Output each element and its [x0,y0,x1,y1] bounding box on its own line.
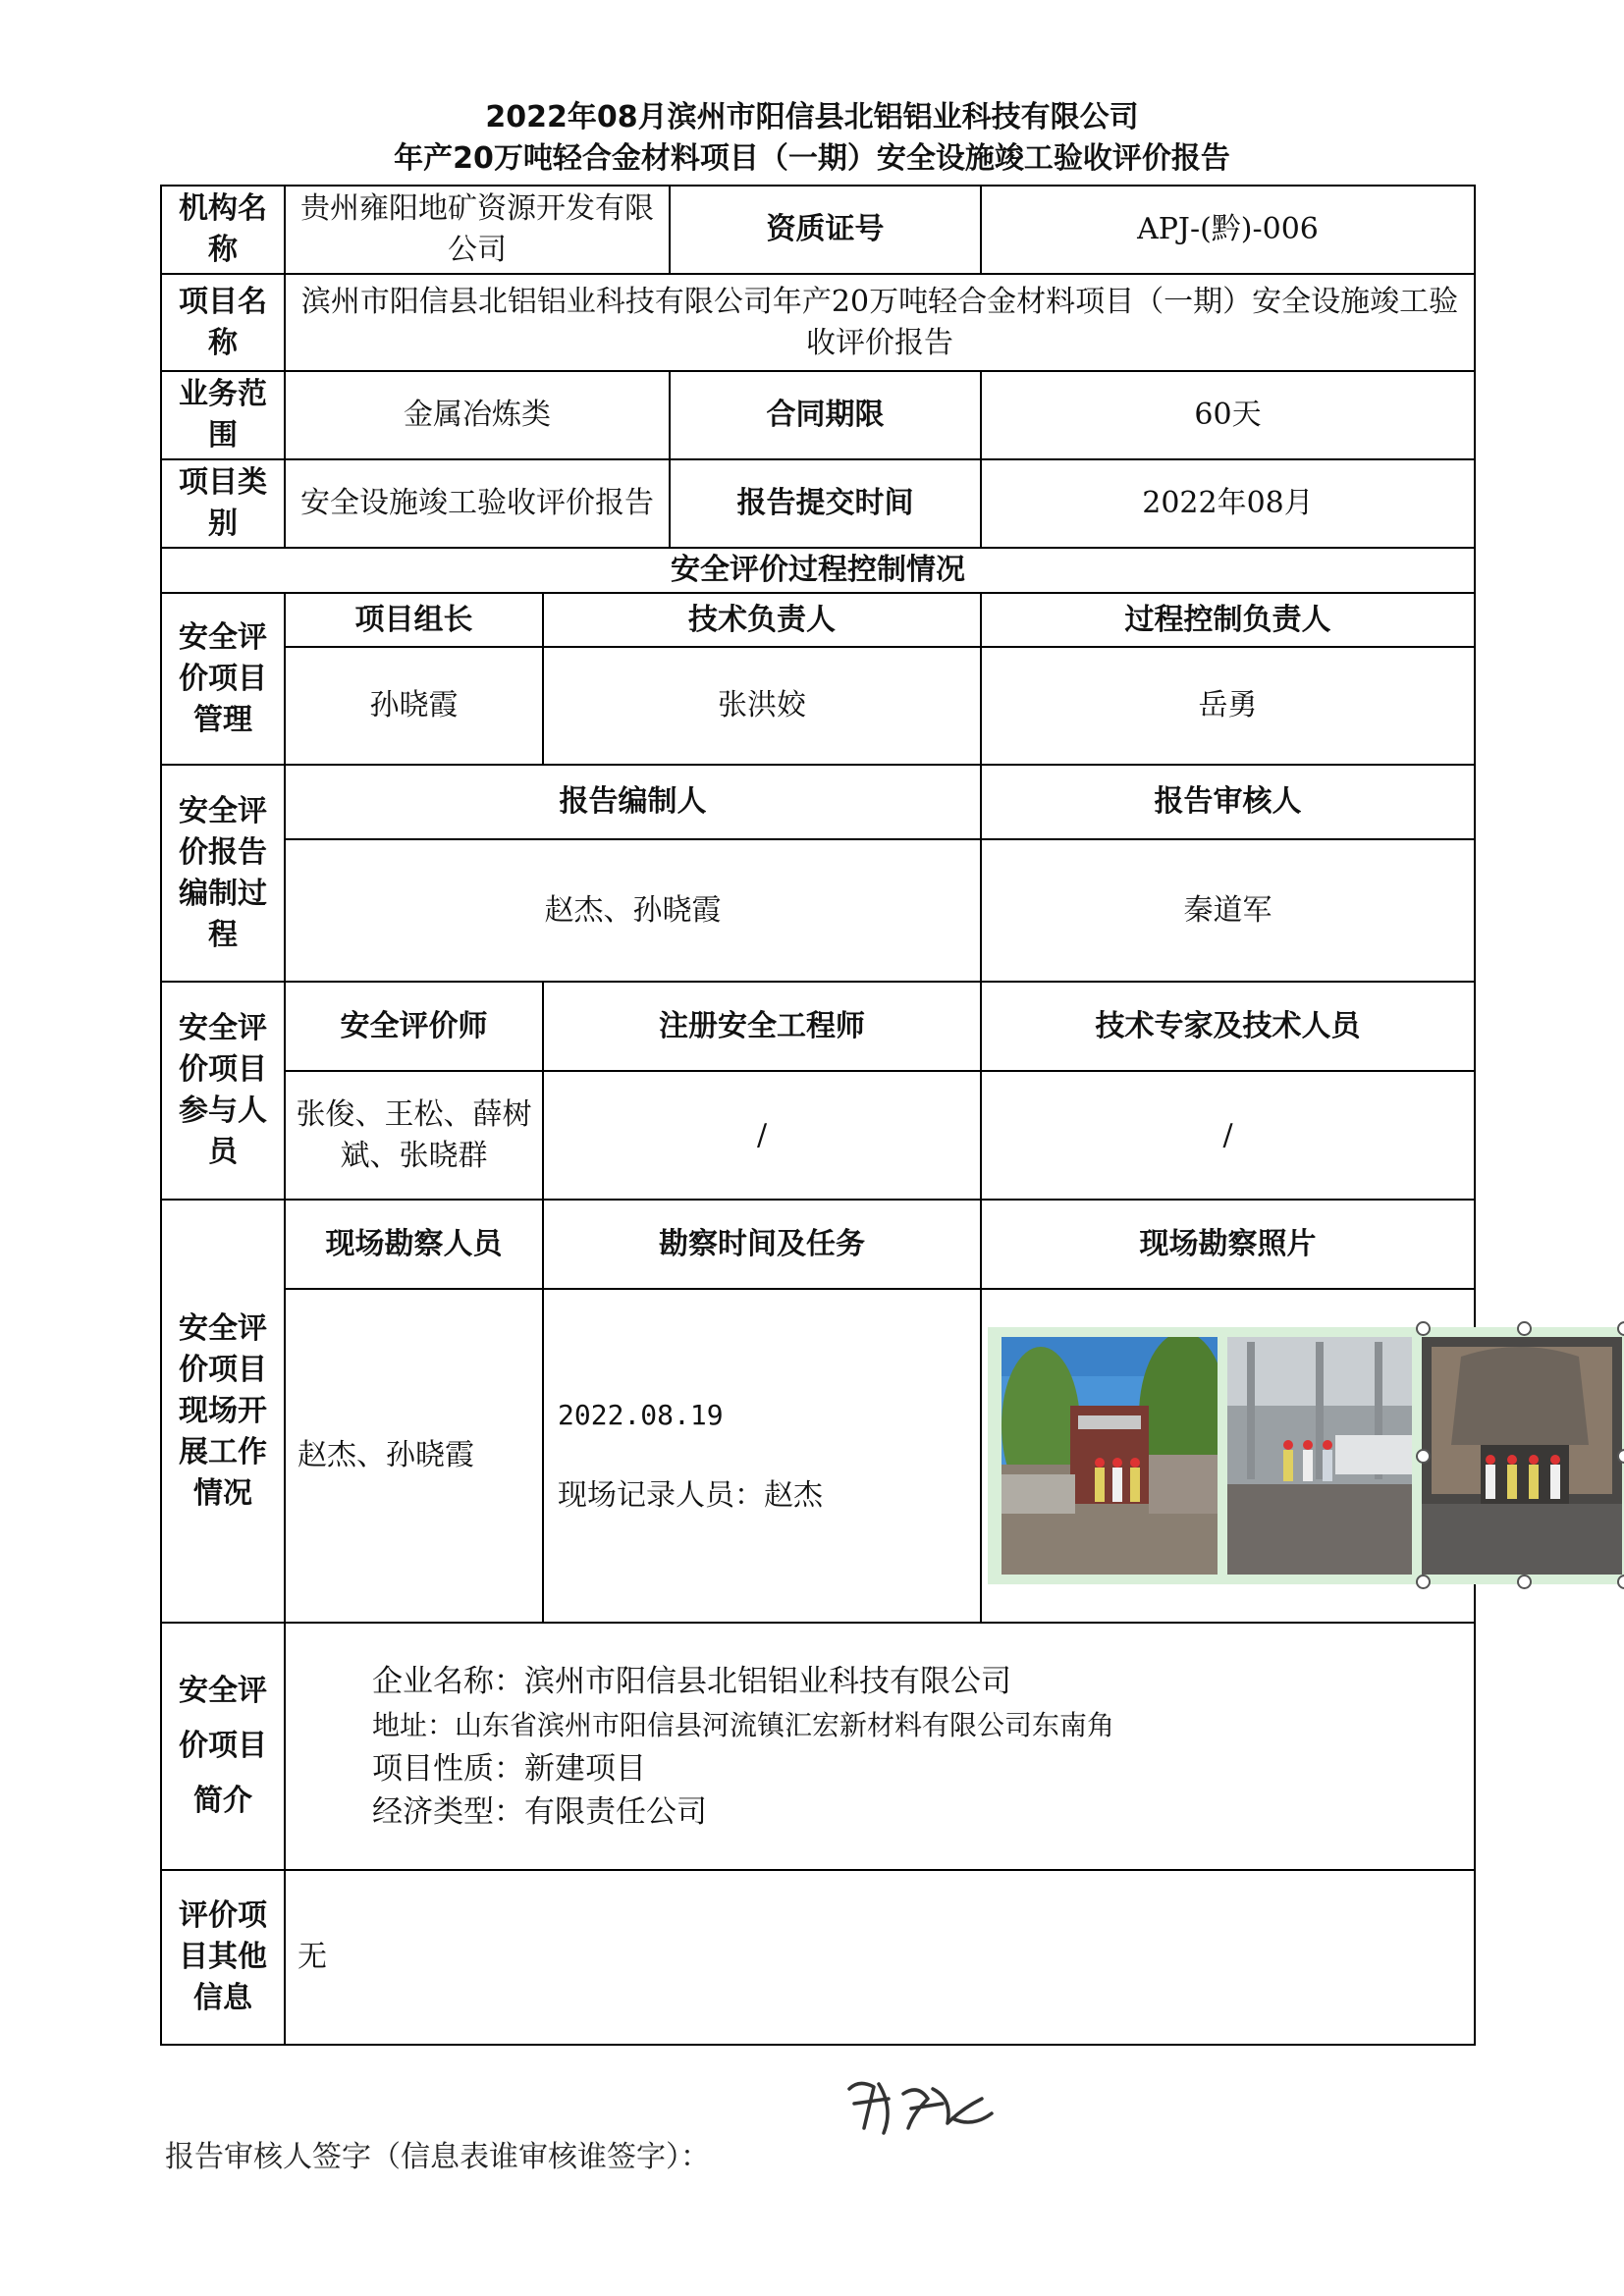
intro-address: 地址：山东省滨州市阳信县河流镇汇宏新材料有限公司东南角 [372,1708,1115,1741]
participants-value-row [161,1071,1475,1200]
org-value: 贵州雍阳地矿资源开发有限公司 [285,186,670,274]
experts-header: 技术专家及技术人员 [981,982,1475,1071]
other-row [161,1870,1475,2045]
survey-photos [988,1327,1624,1584]
cert-label: 资质证号 [670,186,981,274]
intro-content [285,1623,1475,1870]
survey-photo-cell [981,1289,1475,1623]
info-table [160,185,1476,2046]
survey-photo-header: 现场勘察照片 [981,1200,1475,1289]
project-name-label: 项目名称 [161,274,285,371]
resize-handle [1617,1321,1624,1336]
management-header-row [161,593,1475,647]
tech-value: 张洪姣 [543,647,981,765]
intro-nature: 项目性质：新建项目 [372,1750,646,1787]
scope-label: 业务范围 [161,371,285,459]
resize-handle [1416,1575,1431,1589]
project-name-row [161,274,1475,371]
contract-label: 合同期限 [670,371,981,459]
survey-recorder: 现场记录人员：赵杰 [558,1478,823,1513]
org-row [161,186,1475,274]
resize-handle [1617,1575,1624,1589]
resize-handle [1517,1575,1532,1589]
process-heading-row [161,548,1475,593]
report-title-line2: 年产20万吨轻合金材料项目（一期）安全设施竣工验收评价报告 [394,141,1230,176]
survey-label: 安全评价项目现场开展工作情况 [161,1200,285,1623]
management-value-row [161,647,1475,765]
experts-value: / [981,1071,1475,1200]
management-label: 安全评价项目管理 [161,593,285,765]
survey-header-row [161,1200,1475,1289]
resize-handle [1416,1321,1431,1336]
site-photo-furnace [1422,1337,1622,1575]
other-value: 无 [285,1870,1475,2045]
survey-value-row [161,1289,1475,1623]
scope-value: 金属冶炼类 [285,371,670,459]
leader-header: 项目组长 [285,593,543,647]
reviewer-value: 秦道军 [981,839,1475,982]
scope-row [161,371,1475,459]
handwritten-signature [835,2069,1001,2143]
survey-staff-header: 现场勘察人员 [285,1200,543,1289]
survey-date: 2022.08.19 [558,1399,724,1431]
compilation-header-row [161,765,1475,839]
writer-value: 赵杰、孙晓霞 [285,839,981,982]
intro-economy: 经济类型：有限责任公司 [372,1793,707,1830]
intro-row [161,1623,1475,1870]
other-label: 评价项目其他信息 [161,1870,285,2045]
site-photo-warehouse [1227,1337,1412,1575]
evaluator-value: 张俊、王松、薛树斌、张晓群 [285,1071,543,1200]
category-row [161,459,1475,548]
signature-label: 报告审核人签字（信息表谁审核谁签字）： [165,2140,710,2174]
org-label: 机构名称 [161,186,285,274]
evaluator-header: 安全评价师 [285,982,543,1071]
resize-handle [1416,1449,1431,1464]
participants-label: 安全评价项目参与人员 [161,982,285,1200]
intro-label: 安全评价项目简介 [161,1623,285,1870]
process-heading: 安全评价过程控制情况 [161,548,1475,593]
survey-staff-value: 赵杰、孙晓霞 [285,1289,543,1623]
participants-header-row [161,982,1475,1071]
site-photo-gate [1001,1337,1218,1575]
category-label: 项目类别 [161,459,285,548]
survey-task-cell [543,1289,981,1623]
process-control-header: 过程控制负责人 [981,593,1475,647]
tech-header: 技术负责人 [543,593,981,647]
leader-value: 孙晓霞 [285,647,543,765]
compilation-value-row [161,839,1475,982]
submit-value: 2022年08月 [981,459,1475,548]
writer-header: 报告编制人 [285,765,981,839]
project-name-value: 滨州市阳信县北铝铝业科技有限公司年产20万吨轻合金材料项目（一期）安全设施竣工验收评价报告 [285,274,1475,371]
compilation-label: 安全评价报告编制过程 [161,765,285,982]
engineer-value: / [543,1071,981,1200]
intro-company: 企业名称：滨州市阳信县北铝铝业科技有限公司 [372,1663,1011,1699]
submit-label: 报告提交时间 [670,459,981,548]
process-control-value: 岳勇 [981,647,1475,765]
contract-value: 60天 [981,371,1475,459]
survey-time-header: 勘察时间及任务 [543,1200,981,1289]
reviewer-header: 报告审核人 [981,765,1475,839]
cert-value: APJ-(黔)-006 [981,186,1475,274]
resize-handle [1517,1321,1532,1336]
engineer-header: 注册安全工程师 [543,982,981,1071]
report-title-line1: 2022年08月滨州市阳信县北铝铝业科技有限公司 [485,100,1139,134]
category-value: 安全设施竣工验收评价报告 [285,459,670,548]
